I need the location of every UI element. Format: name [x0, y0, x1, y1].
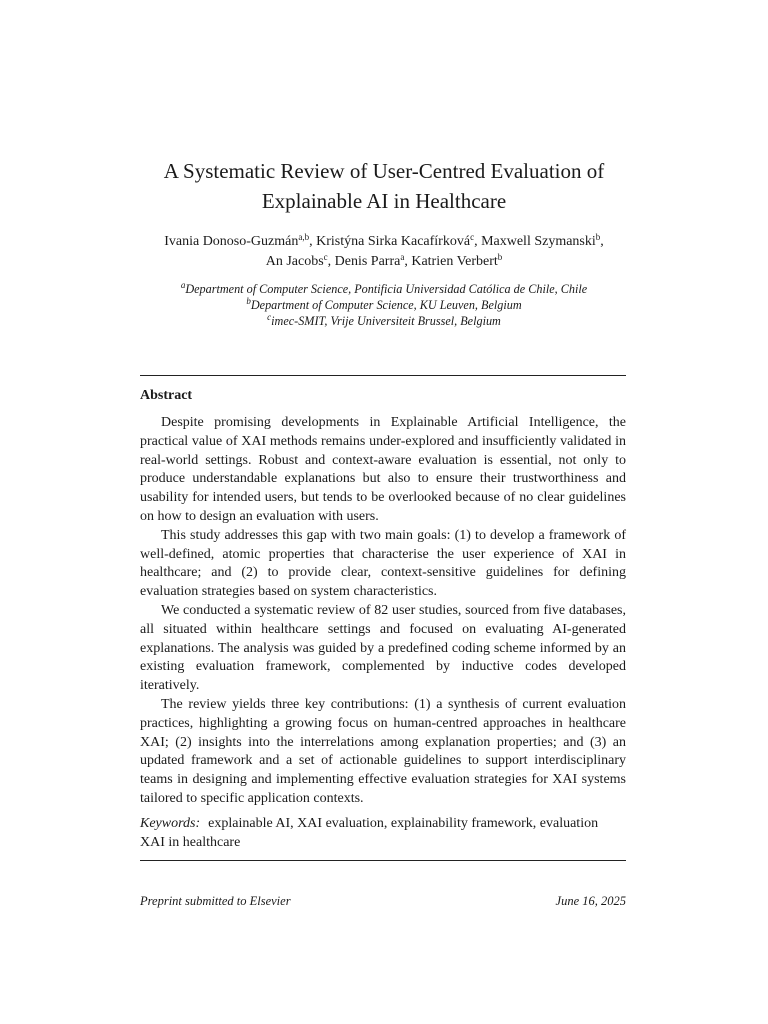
abstract-heading: Abstract	[140, 388, 193, 403]
affiliation-item	[110, 313, 658, 329]
paper-title	[120, 156, 648, 216]
paper-title-line-1: A Systematic Review of User-Centred Evaluation of	[163, 159, 605, 183]
abstract-top-rule	[140, 375, 626, 376]
keywords-label: Keywords:	[140, 816, 201, 831]
author-affil-mark: b	[497, 252, 503, 262]
affiliation-text: Department of Computer Science, Pontificia Universidad Católica de Chile, Chile	[185, 282, 588, 296]
abstract-bottom-rule	[140, 860, 626, 861]
abstract-paragraph: This study addresses this gap with two main goals: (1) to develop a framework of well-defined, atomic properties that characterise the user experience of XAI in healthcare; and (2) to provide clear, context-sensitive guidelines for defining evaluation strategies based on system characteristics.	[140, 527, 626, 600]
affiliation-text: imec-SMIT, Vrije Universiteit Brussel, Belgium	[271, 314, 501, 328]
author-affil-mark: a	[400, 252, 405, 262]
author-line-1: Ivania Donoso-Guzmán$^{a,b}$, Kristýna Sirka Kacafírková$^c$, Maxwell Szymanski$^b$,	[164, 232, 604, 249]
affiliation-mark: c	[267, 312, 272, 322]
abstract-paragraph: Despite promising developments in Explainable Artificial Intelligence, the practical value of XAI methods remains under-explored and insufficiently validated in real-world settings. Robust and context-aware evaluation is essential, not only to produce understandable explanations but also to ensure their trustworthiness and usability for intended users, but tends to be overlooked because of no clear guidelines on how to design an evaluation with users.	[140, 415, 626, 524]
abstract-body	[140, 414, 626, 809]
author-list	[110, 232, 658, 272]
author-affil-mark: c	[323, 252, 328, 262]
keywords	[140, 814, 626, 852]
author-affil-mark: a,b	[298, 232, 310, 242]
author-name: Kristýna Sirka Kacafírková	[316, 234, 471, 249]
author-name: Ivania Donoso-Guzmán	[164, 234, 299, 249]
affiliation-mark: b	[246, 296, 251, 306]
author-affil-mark: b	[595, 232, 601, 242]
author-name: Katrien Verbert	[411, 254, 498, 269]
author-line-2: An Jacobs$^c$, Denis Parra$^a$, Katrien Verbert$^b$	[265, 252, 503, 269]
author-affil-mark: c	[470, 232, 475, 242]
affiliation-mark: a	[180, 280, 186, 290]
preprint-note: Preprint submitted to Elsevier	[140, 894, 291, 908]
abstract-paragraph: We conducted a systematic review of 82 user studies, sourced from five databases, all situated within healthcare settings and focused on evaluating AI-generated explanations. The analysis was guided by a predefined coding scheme informed by an existing evaluation framework, complemented by inductive codes developed iteratively.	[140, 602, 626, 694]
keywords-text: explainable AI, XAI evaluation, explainability framework, evaluation XAI in healthcare	[140, 816, 599, 850]
author-name: Denis Parra	[334, 254, 401, 269]
author-name: An Jacobs	[265, 254, 324, 269]
preprint-date: June 16, 2025	[555, 894, 626, 908]
affiliation-item	[110, 297, 658, 313]
affiliation-text: Department of Computer Science, KU Leuven, Belgium	[250, 298, 522, 312]
abstract-paragraph: The review yields three key contributions: (1) a synthesis of current evaluation practices, highlighting a growing focus on human-centred approaches in healthcare XAI; (2) insights into the interrelations among explanation properties; and (3) an updated framework and a set of actionable guidelines to support interdisciplinary teams in designing and implementing effective evaluation strategies for XAI systems tailored to specific application contexts.	[140, 696, 626, 806]
author-name: Maxwell Szymanski	[481, 234, 596, 249]
affiliation-list	[110, 281, 658, 329]
affiliation-item	[110, 281, 658, 297]
paper-title-line-2: Explainable AI in Healthcare	[261, 189, 507, 213]
